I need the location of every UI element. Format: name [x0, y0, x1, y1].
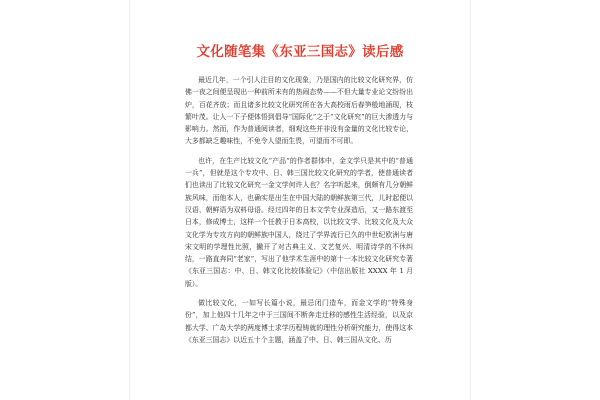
document-page — [130, 0, 470, 400]
document-title: 文化随笔集《东亚三国志》读后感 — [196, 44, 404, 60]
paragraph: 做比较文化，一如写长篇小说，最忌闭门造车，而金文学的“特殊身份”，加上他四十几年之中于三国间不断奔走迁移的感性生活经验，以及京都大学、广岛大学的两度博士求学历程铸就的理性分析研究能力，使得这本《东亚三国志》以近五十个主题，涵盖了中、日、韩三国从文化、历 — [185, 299, 413, 344]
document-body — [185, 74, 413, 353]
paragraph: 最近几年，一个引人注目的文化现象，乃是国内的比较文化研究界，仿佛一夜之间便呈现出一种前所未有的热闹态势——不但大量专业论文纷纷出炉，百花齐放；而且诸多比较文化研究所在各大高校雨后春笋般地涌现，枝繁叶茂。让人一下子便体悟到倡导“国际化”之于“文化研究”的巨大渗透力与影响力。然而，作为普通阅读者，细观这些并非没有金量的文化比较专论，大多都缺乏趣味性，不免令人望而生畏，可望而不可即。 — [185, 76, 413, 146]
paragraph: 也许，在生产比较文化“产品”的作者群体中，金文学只是其中的“普通一兵”，但就是这个专攻中、日、韩三国比较文化研究的学者，使普通读者们也读出了比较文化研究一金文学何许人也？名字听起来，倒颇有几分朝鲜族风味，而他本人，也确实是出生在中国大陆的朝鲜族第三代，儿时起便以汉语、朝鲜语为双料母语。经过四年的日本文学专业深造后，又一路东渡至日本，修成博士，这样一个任教于日本高校，以比较文学、比较文化及大众文化学为专攻方向的朝鲜族中国人，绕过了学界流行已久的中世纪欧洲与唐宋文明的学理性比照，撇开了对古典主义、文艺复兴、明清诗学的不休纠结，一路直奔同“老家”，写出了他学术生涯中的第十一本比较文化研究专著《东亚三国志：中、日、韩文化比较体验记》（中信出版社 XXXX 年 1 月版）。 — [185, 156, 413, 288]
